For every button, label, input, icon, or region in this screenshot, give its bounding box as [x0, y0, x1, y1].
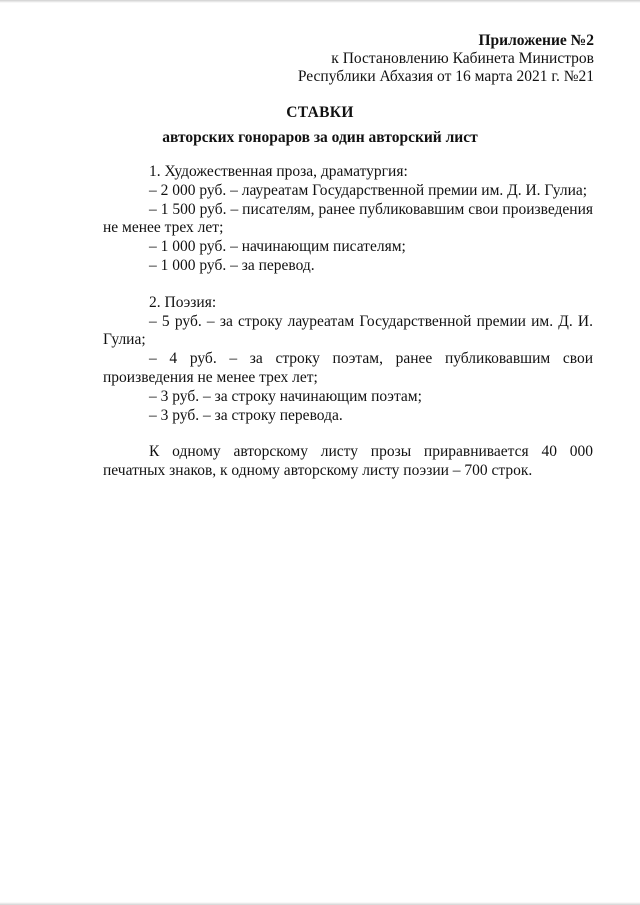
- rate-item: – 3 руб. – за строку начинающим поэтам;: [149, 387, 422, 405]
- document-title: СТАВКИ: [286, 104, 354, 121]
- section-heading: 1. Художественная проза, драматургия:: [149, 163, 408, 180]
- scan-edge-top: [0, 0, 640, 3]
- rate-item: – 5 руб. – за строку лауреатам Государственной премии им. Д. И. Гулиа;: [103, 312, 593, 349]
- rate-item: – 1 500 руб. – писателям, ранее публиковавшим свои произведения не менее трех лет;: [103, 200, 593, 237]
- section-poetry: [103, 294, 593, 426]
- annex-title: Приложение №2: [478, 32, 594, 49]
- rate-item: – 1 000 руб. – за перевод.: [149, 256, 315, 274]
- annex-reference-date-line: Республики Абхазия от 16 марта 2021 г. №21: [297, 68, 594, 85]
- rate-item: – 2 000 руб. – лауреатам Государственной премии им. Д. И. Гулиа;: [149, 181, 588, 199]
- section-closing: [103, 443, 593, 481]
- rate-item: – 1 000 руб. – начинающим писателям;: [149, 238, 406, 256]
- document-subtitle: авторских гонораров за один авторский лист: [162, 129, 478, 146]
- annex-header: [174, 32, 594, 86]
- section-prose: [103, 163, 593, 276]
- document-body: [103, 163, 593, 481]
- annex-reference-line: к Постановлению Кабинета Министров: [331, 50, 594, 67]
- closing-paragraph: К одному авторскому листу прозы приравнивается 40 000 печатных знаков, к одному авторскому листу поэзии – 700 строк.: [103, 443, 593, 480]
- rate-item: – 4 руб. – за строку поэтам, ранее публиковавшим свои произведения не менее трех лет;: [103, 350, 593, 386]
- rate-item: – 3 руб. – за строку перевода.: [149, 406, 343, 424]
- section-heading: 2. Поэзия:: [149, 293, 217, 311]
